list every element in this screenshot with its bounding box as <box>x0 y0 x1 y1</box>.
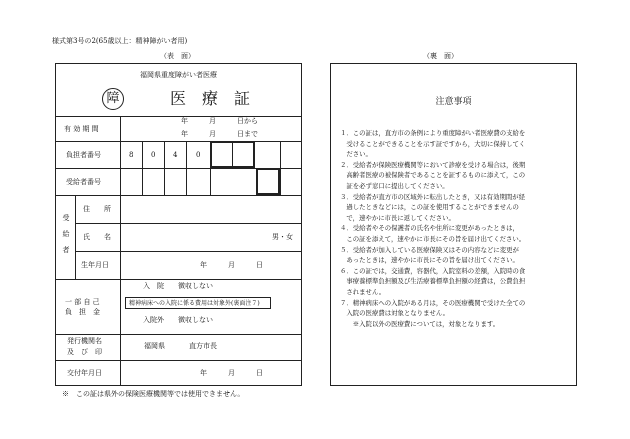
note-line: されません。 <box>340 287 386 296</box>
psych-note-box: 精神病床への入院に係る費用は対象外(裏面注７) <box>125 297 271 309</box>
issue-date-label: 交付年月日 <box>67 369 102 377</box>
note-line: あったときは，速やかに市長にその旨を届け出てください。 <box>340 256 519 265</box>
notes-heading: 注意事項 <box>435 97 472 107</box>
back-side-label: （裏 面） <box>423 52 458 60</box>
birthdate-value: 年 月 日 <box>200 261 263 269</box>
note-line: ２．受給者が保険医療機関等において診療を受ける場合は，後期 <box>340 160 526 169</box>
badge-circle: 障 <box>102 88 124 110</box>
card-title: 医 療 証 <box>170 89 251 108</box>
address-label: 住 所 <box>83 205 111 213</box>
recipient-group-label: 受 給 者 <box>62 214 70 254</box>
valid-to: 年 月 日まで <box>181 130 258 138</box>
recipient-check-box <box>256 168 280 195</box>
note-line: ７．精神病床への入院がある月は，その医療機関で受けた全ての <box>340 298 526 307</box>
copay-label-2: 負 担 金 <box>65 308 100 316</box>
payer-digit: 8 <box>129 151 134 159</box>
valid-from: 年 月 日から <box>181 117 258 125</box>
gender-field: 男・女 <box>272 233 293 241</box>
issuer-label-1: 発行機関名 <box>67 337 102 345</box>
note-line: で，速やかに市長に返してください。 <box>340 213 455 222</box>
note-line: 証を必ず窓口に提出してください。 <box>340 181 449 190</box>
issuer-label-2: 及 び 印 <box>67 348 102 356</box>
note-line: ※入院以外の医療費については，対象となります。 <box>340 319 500 328</box>
inpatient-copay: 入 院 徴収しない <box>143 282 213 290</box>
issue-date-value: 年 月 日 <box>200 369 263 377</box>
note-line: ５．受給者が加入している医療保険又はその内容などに変更が <box>340 245 519 254</box>
form-number: 様式第3号の2(65歳以上：精神障がい者用) <box>52 37 188 45</box>
issuer-heading: 福岡県重度障がい者医療 <box>140 71 217 79</box>
payer-digit: 0 <box>196 151 201 159</box>
issuer-prefecture: 福岡県 <box>144 342 165 350</box>
recipient-number-label: 受給者番号 <box>66 178 101 186</box>
issuer-mayor: 直方市長 <box>189 342 217 350</box>
note-line: 事療養標準負担額及び生活療養標準負担額の経費は，公費負担 <box>340 277 526 286</box>
payer-digit: 4 <box>173 151 178 159</box>
notes-list <box>340 128 572 329</box>
front-side-label: （表 面） <box>160 52 195 60</box>
note-line: 過したときなどには，この証を使用することができませんの <box>340 203 519 212</box>
note-line: ３．受給者が直方市の区域外に転出したとき，又は有効期間が経 <box>340 192 526 201</box>
outpatient-copay: 入院外 徴収しない <box>143 316 213 324</box>
note-line: 入院の医療費は対象となりません。 <box>340 309 450 318</box>
footnote: ※ この証は県外の保険医療機関等では使用できません。 <box>62 390 245 398</box>
note-line: １．この証は，直方市の条例により重度障がい者医療費の支給を <box>340 129 526 137</box>
valid-period-label: 有 効 期 間 <box>64 125 99 133</box>
name-label: 氏 名 <box>83 233 111 241</box>
note-line: ４．受給者やその保護者の氏名や住所に変更があったときは， <box>340 224 519 233</box>
note-line: 高齢者医療の被保険者であることを証するものに添えて，この <box>340 171 526 180</box>
payer-number-label: 負担者番号 <box>66 151 101 159</box>
birthdate-label: 生年月日 <box>81 261 109 269</box>
note-line: この証を添えて，速やかに市長にその旨を届け出てください。 <box>340 234 526 243</box>
note-line: 受けることができることを示す証ですから，大切に保持してく <box>340 139 526 148</box>
note-line: ６．この証では，交通費，容器代，入院室料の差額，入院時の食 <box>340 266 526 275</box>
payer-digit: 0 <box>151 151 156 159</box>
note-line: ださい。 <box>340 150 372 159</box>
copay-label-1: 一 部 自 己 <box>65 298 100 306</box>
